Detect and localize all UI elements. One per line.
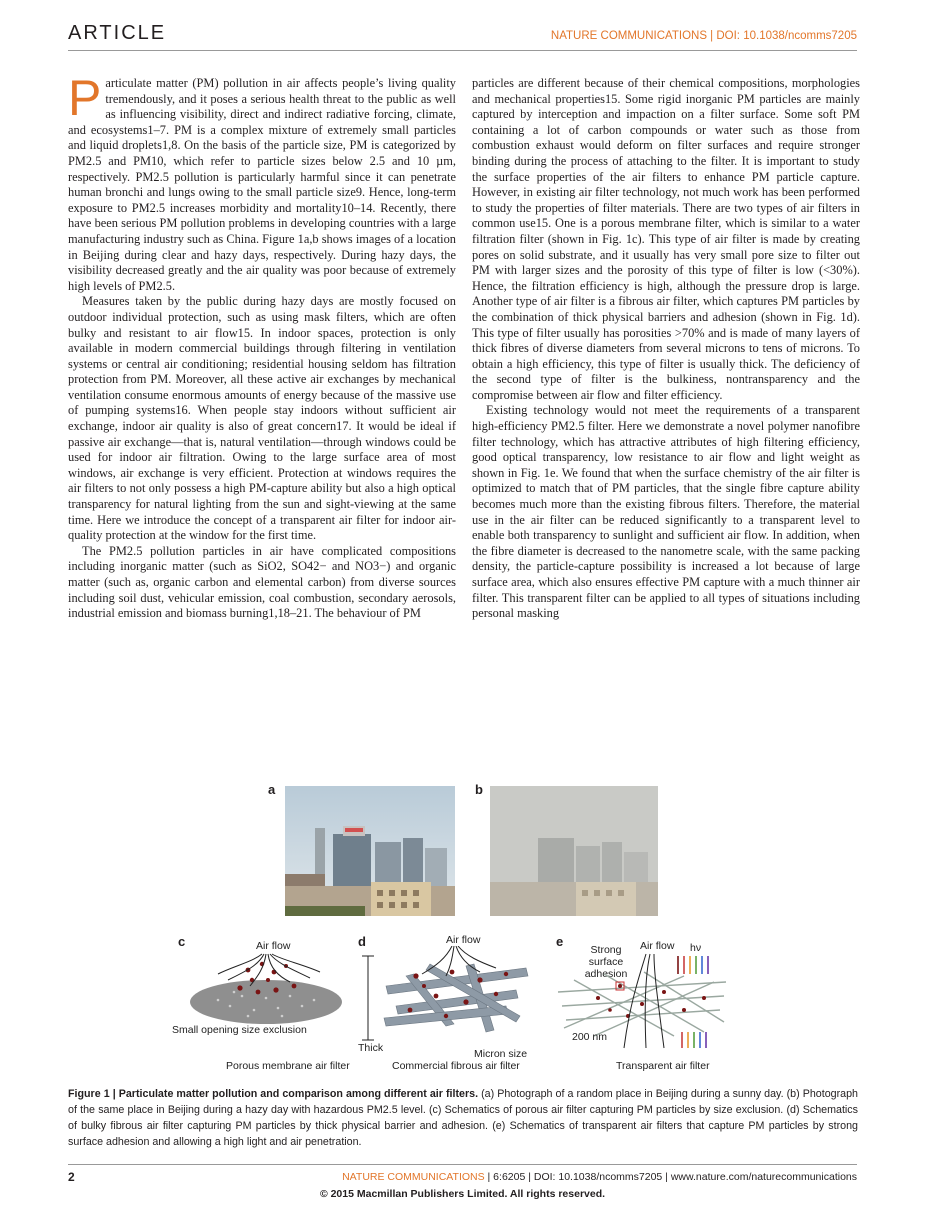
- label-e-200nm: 200 nm: [572, 1031, 608, 1043]
- paragraph-intro: Particulate matter (PM) pollution in air affects people’s living quality tremendously, and it poses a serious health threat to the public as well as influencing visibility, direct and indirect radiative forcing, climate, and ecosystems1–7. PM is a complex mixture of extremely small particles and liquid droplets1,8. On the basis of the particle size, PM is categorized by PM2.5 and PM10, which refer to particle sizes below 2.5 and 10 µm, respectively. PM2.5 pollution is particularly harmful since it can penetrate human bronchi and lungs owing to the small particle size9. Hence, long-term exposure to PM2.5 increases morbidity and mortality10–14. Recently, there have been serious PM pollution problems in developing countries with a large manufacturing industry such as China. Figure 1a,b shows images of a location in Beijing during clear and hazy days, respectively. During hazy days, the visibility decreased greatly and the air quality was poor because of extremely high levels of PM2.5.: [68, 70, 456, 293]
- panel-label-a: a: [268, 782, 276, 797]
- paragraph-behaviour: particles are different because of their chemical compositions, morphologies and mechanical properties15. Some rigid inorganic PM particles are mainly captured by interception and impaction on a filter surface. Some soft PM containing a lot of carbon compounds or water such as those from combustion exhaust would deform on filter surfaces and require stronger binding during the process of attaching to the filter. It is important to study the surface properties of the air filters to enhance PM particle capture. However, in existing air filter technology, not much work has been performed to study the properties of filter materials. There are two types of air filters in common use15. One is a porous membrane filter, which is similar to a water filtration filter (shown in Fig. 1c). This type of air filter is made by creating pores on solid substrate, and it usually has very small pore size to filter out PM with larger sizes and the porosity of this type of filter is low (<30%). Hence, the filtration efficiency is high, although the pressure drop is large. Another type of air filter is a fibrous air filter, which captures PM particles by the combination of thick physical barriers and adhesion (shown in Fig. 1d). This type of filter usually has porosities >70% and is made of many layers of thick fibres of diverse diameters from several microns to tens of microns. To obtain a high efficiency, this type of filter is usually thick. The deficiency of the second type of filter is the bulkiness, nontransparency and the compromise between air flow and filter efficiency.: [472, 76, 860, 402]
- body-column-right: [472, 76, 860, 622]
- paragraph-measures: Measures taken by the public during hazy days are mostly focused on outdoor individual protection, such as using mask filters, which are often bulky and resistant to air flow15. In indoor spaces, protection is only available in modern commercial buildings through filtering in ventilation systems or central air conditioning; residential housing seldom has filtration protection from PM. Moreover, all these active air exchanges by mechanical ventilation consume enormous amounts of energy because of the massive use of pumping systems16. When people stay indoors without sufficient air exchange, indoor air quality is also of great concern17. It would be ideal if passive air exchange—that is, natural ventilation—through windows could be used for indoor air filtration. Owing to the large surface area of most windows, air exchange is very efficient. Protection at windows requires the air filters to not only possess a high PM-capture ability but also a high optical transparency for natural lighting from the sun and sight-viewing at the same time. Here we introduce the concept of a transparent air filter for indoor air-quality protection at the window for the first time.: [68, 294, 456, 543]
- section-label: ARTICLE: [68, 22, 167, 44]
- photo-sunny-beijing: [285, 786, 455, 916]
- label-e-strong-adhesion: Strong surface adhesion: [584, 944, 628, 980]
- photo-hazy-beijing: [490, 786, 658, 916]
- diagram-fibrous-filter: [356, 946, 536, 1046]
- label-d-air-flow: Air flow: [446, 934, 481, 946]
- dropcap: P: [68, 70, 102, 126]
- label-c-title: Porous membrane air filter: [226, 1060, 350, 1072]
- figure-1: [170, 780, 730, 1080]
- caption-lead: Figure 1 | Particulate matter pollution and comparison among different air filters.: [68, 1088, 479, 1100]
- footer-journal-name[interactable]: NATURE COMMUNICATIONS: [342, 1171, 485, 1183]
- panel-label-e: e: [556, 934, 564, 949]
- label-d-micron-size: Micron size: [474, 1048, 528, 1060]
- label-d-thick: Thick: [358, 1042, 384, 1054]
- footer-journal: [342, 1171, 857, 1183]
- paragraph-technology: Existing technology would not meet the requirements of a transparent high-efficiency PM2.5 filter. Here we demonstrate a novel polymer nanofibre filter technology, which has attractive attributes of high filtering efficiency, good optical transparency, low resistance to air flow and light weight as shown in Fig. 1e. We found that when the surface chemistry of the air filter is optimized to match that of PM particles, that the single fibre capture ability becomes much more than the existing fibrous filters. Therefore, the material use in the air filter can be reduced significantly to a transparent level to enable both transparency to sunlight and sufficient air flow. In addition, when the fibre diameter is decreased to the nanometre scale, with the same packing density, the particle-capture possibility is increased a lot because of large surface area, which also ensures effective PM capture with a much thinner air filter. This transparent filter can be applied to all types of situations including personal masking: [472, 403, 860, 621]
- panel-label-c: c: [178, 934, 186, 949]
- figure-caption: [68, 1086, 858, 1150]
- body-column-left: [68, 70, 456, 622]
- footer-journal-details[interactable]: | 6:6205 | DOI: 10.1038/ncomms7205 | www.nature.com/naturecommunications: [484, 1171, 857, 1183]
- header-journal-doi[interactable]: NATURE COMMUNICATIONS | DOI: 10.1038/ncomms7205: [550, 30, 857, 42]
- page-number: 2: [68, 1170, 75, 1184]
- copyright: © 2015 Macmillan Publishers Limited. All rights reserved.: [319, 1188, 606, 1200]
- label-c-air-flow: Air flow: [256, 940, 291, 952]
- label-e-air-flow: Air flow: [640, 940, 675, 952]
- diagram-porous-membrane: [178, 952, 348, 1032]
- header-divider: [68, 50, 857, 51]
- paragraph-composition: The PM2.5 pollution particles in air have complicated compositions including inorganic matter (such as SiO2, SO42− and NO3−) and organic matter (such as, organic carbon and elemental carbon) from diverse sources including soil dust, vehicular emission, coal combustion, secondary aerosols, industrial emission and biomass burning1,18–21. The behaviour of PM: [68, 543, 456, 621]
- label-d-title: Commercial fibrous air filter: [392, 1060, 520, 1072]
- panel-label-b: b: [475, 782, 483, 797]
- label-e-title: Transparent air filter: [616, 1060, 710, 1072]
- label-c-small-opening: Small opening size exclusion: [172, 1024, 307, 1036]
- caption-text: (a) Photograph of a random place in Beijing during a sunny day. (b) Photograph of the same place in Beijing during a hazy day with hazardous PM2.5 level. (c) Schematics of porous air filter capturing PM particles by size exclusion. (d) Schematics of bulky fibrous air filter capturing PM particles by thick physical barrier and adhesion. (e) Schematics of transparent air filters that capture PM particles by strong surface adhesion and allowing a high light and air penetration.: [68, 1088, 858, 1148]
- label-e-h-nu: hν: [690, 942, 702, 954]
- panel-label-d: d: [358, 934, 366, 949]
- footer-divider: [68, 1164, 857, 1165]
